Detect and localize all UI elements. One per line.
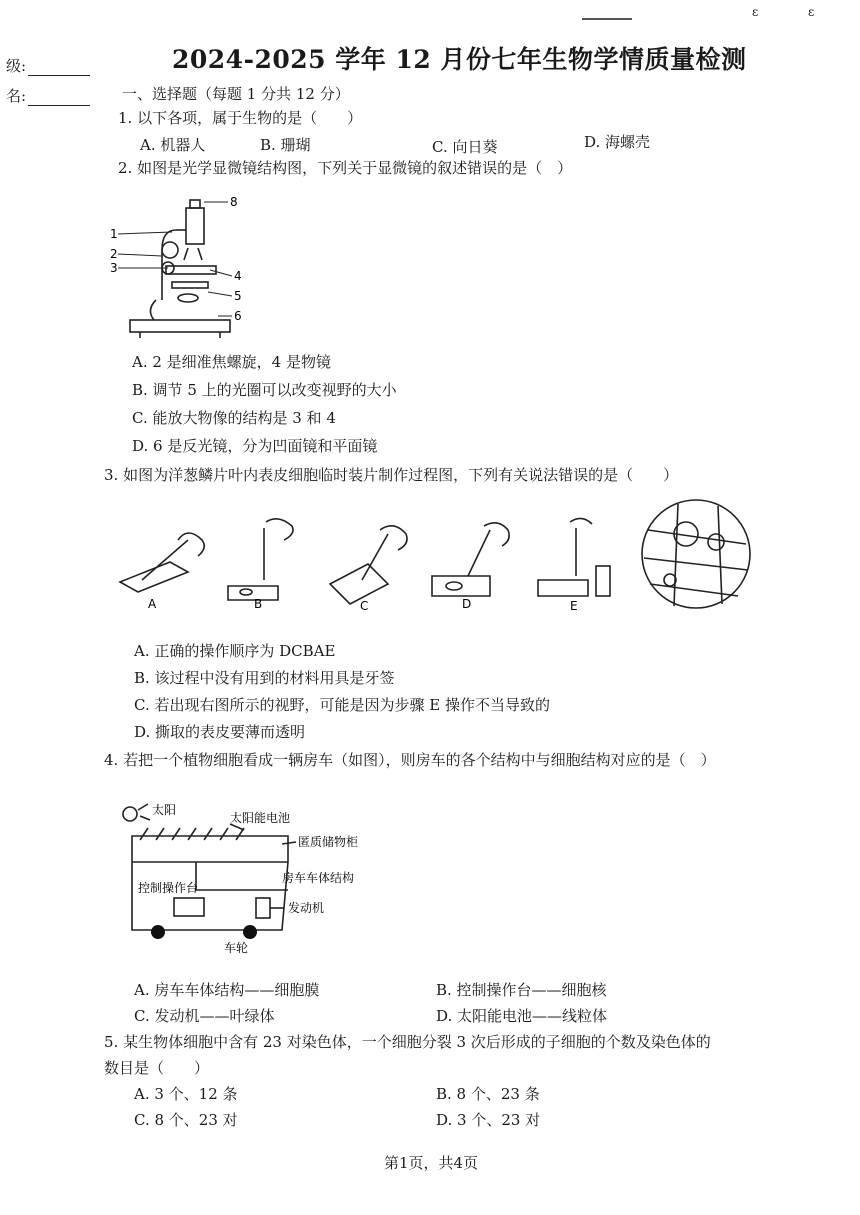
q1-option-b: B. 珊瑚	[260, 136, 311, 154]
q4-stem: 4. 若把一个植物细胞看成一辆房车（如图），则房车的各个结构中与细胞结构对应的是（ ）	[104, 751, 716, 769]
rv-label-engine: 发动机	[288, 901, 325, 915]
q4-option-b: B. 控制操作台——细胞核	[436, 981, 607, 999]
rv-wheel-left	[151, 925, 165, 939]
q5-option-c: C. 8 个、23 对	[134, 1111, 238, 1129]
rv-label-body: 房车车体结构	[282, 871, 355, 885]
q2-option-c: C. 能放大物像的结构是 3 和 4	[132, 409, 336, 427]
mic-label-2: 2	[110, 247, 118, 261]
name-field	[6, 86, 90, 106]
corner-mark-right: ε	[808, 5, 815, 19]
q1-option-a: A. 机器人	[140, 136, 206, 154]
q5-option-b: B. 8 个、23 条	[436, 1085, 540, 1103]
class-field	[6, 56, 90, 76]
rv-cell-figure	[118, 800, 378, 960]
q3-option-d: D. 撕取的表皮要薄而透明	[134, 723, 306, 741]
microscope-figure	[110, 190, 250, 340]
page-title: 2024-2025 学年 12 月份七年生物学情质量检测	[172, 45, 747, 74]
rv-label-solar: 太阳能电池	[230, 811, 291, 825]
mic-label-5: 5	[234, 289, 242, 303]
q2-option-b: B. 调节 5 上的光圈可以改变视野的大小	[132, 381, 397, 399]
q3-option-a: A. 正确的操作顺序为 DCBAE	[134, 642, 336, 660]
mic-label-4: 4	[234, 269, 242, 283]
step-label-a: A	[148, 597, 157, 611]
q2-option-d: D. 6 是反光镜，分为凹面镜和平面镜	[132, 437, 378, 455]
step-label-b: B	[254, 597, 263, 611]
step-label-c: C	[360, 599, 369, 613]
step-label-e: E	[570, 599, 578, 613]
name-label: 名:	[6, 87, 27, 105]
class-label: 级:	[6, 57, 27, 75]
class-blank	[28, 61, 90, 76]
rv-label-sun: 太阳	[152, 803, 177, 817]
rv-label-wheel: 车轮	[224, 941, 249, 955]
q5-option-d: D. 3 个、23 对	[436, 1111, 541, 1129]
q5-option-a: A. 3 个、12 条	[134, 1085, 238, 1103]
step-label-d: D	[462, 597, 472, 611]
q4-option-a: A. 房车车体结构——细胞膜	[134, 981, 320, 999]
rv-wheel-right	[243, 925, 257, 939]
mic-label-6: 6	[234, 309, 242, 323]
q1-stem: 1. 以下各项，属于生物的是（ ）	[118, 109, 363, 127]
q1-option-d: D. 海螺壳	[584, 133, 651, 151]
page-footer: 第1页，共4页	[384, 1154, 479, 1172]
q3-option-c: C. 若出现右图所示的视野，可能是因为步骤 E 操作不当导致的	[134, 696, 550, 714]
mic-label-3: 3	[110, 261, 118, 275]
slide-prep-figure	[118, 500, 758, 620]
q5-stem-line1: 5. 某生物体细胞中含有 23 对染色体，一个细胞分裂 3 次后形成的子细胞的个数及染色体的	[104, 1033, 711, 1051]
mic-label-1: 1	[110, 227, 118, 241]
q3-stem: 3. 如图为洋葱鳞片叶内表皮细胞临时装片制作过程图，下列有关说法错误的是（ ）	[104, 466, 679, 484]
q4-option-c: C. 发动机——叶绿体	[134, 1007, 275, 1025]
top-scribble	[582, 12, 632, 20]
name-blank	[28, 91, 90, 106]
q2-stem: 2. 如图是光学显微镜结构图，下列关于显微镜的叙述错误的是（ ）	[118, 159, 573, 177]
rv-label-console: 控制操作台	[138, 881, 199, 895]
q2-option-a: A. 2 是细准焦螺旋，4 是物镜	[132, 353, 331, 371]
q5-stem-line2: 数目是（ ）	[104, 1059, 210, 1077]
section-heading: 一、选择题（每题 1 分共 12 分）	[122, 85, 350, 103]
rv-label-cabinet: 匿质储物柜	[298, 835, 359, 849]
q4-option-d: D. 太阳能电池——线粒体	[436, 1007, 608, 1025]
mic-label-8: 8	[230, 195, 238, 209]
corner-mark-left: ε	[752, 5, 759, 19]
q3-option-b: B. 该过程中没有用到的材料用具是牙签	[134, 669, 395, 687]
q1-option-c: C. 向日葵	[432, 138, 498, 156]
